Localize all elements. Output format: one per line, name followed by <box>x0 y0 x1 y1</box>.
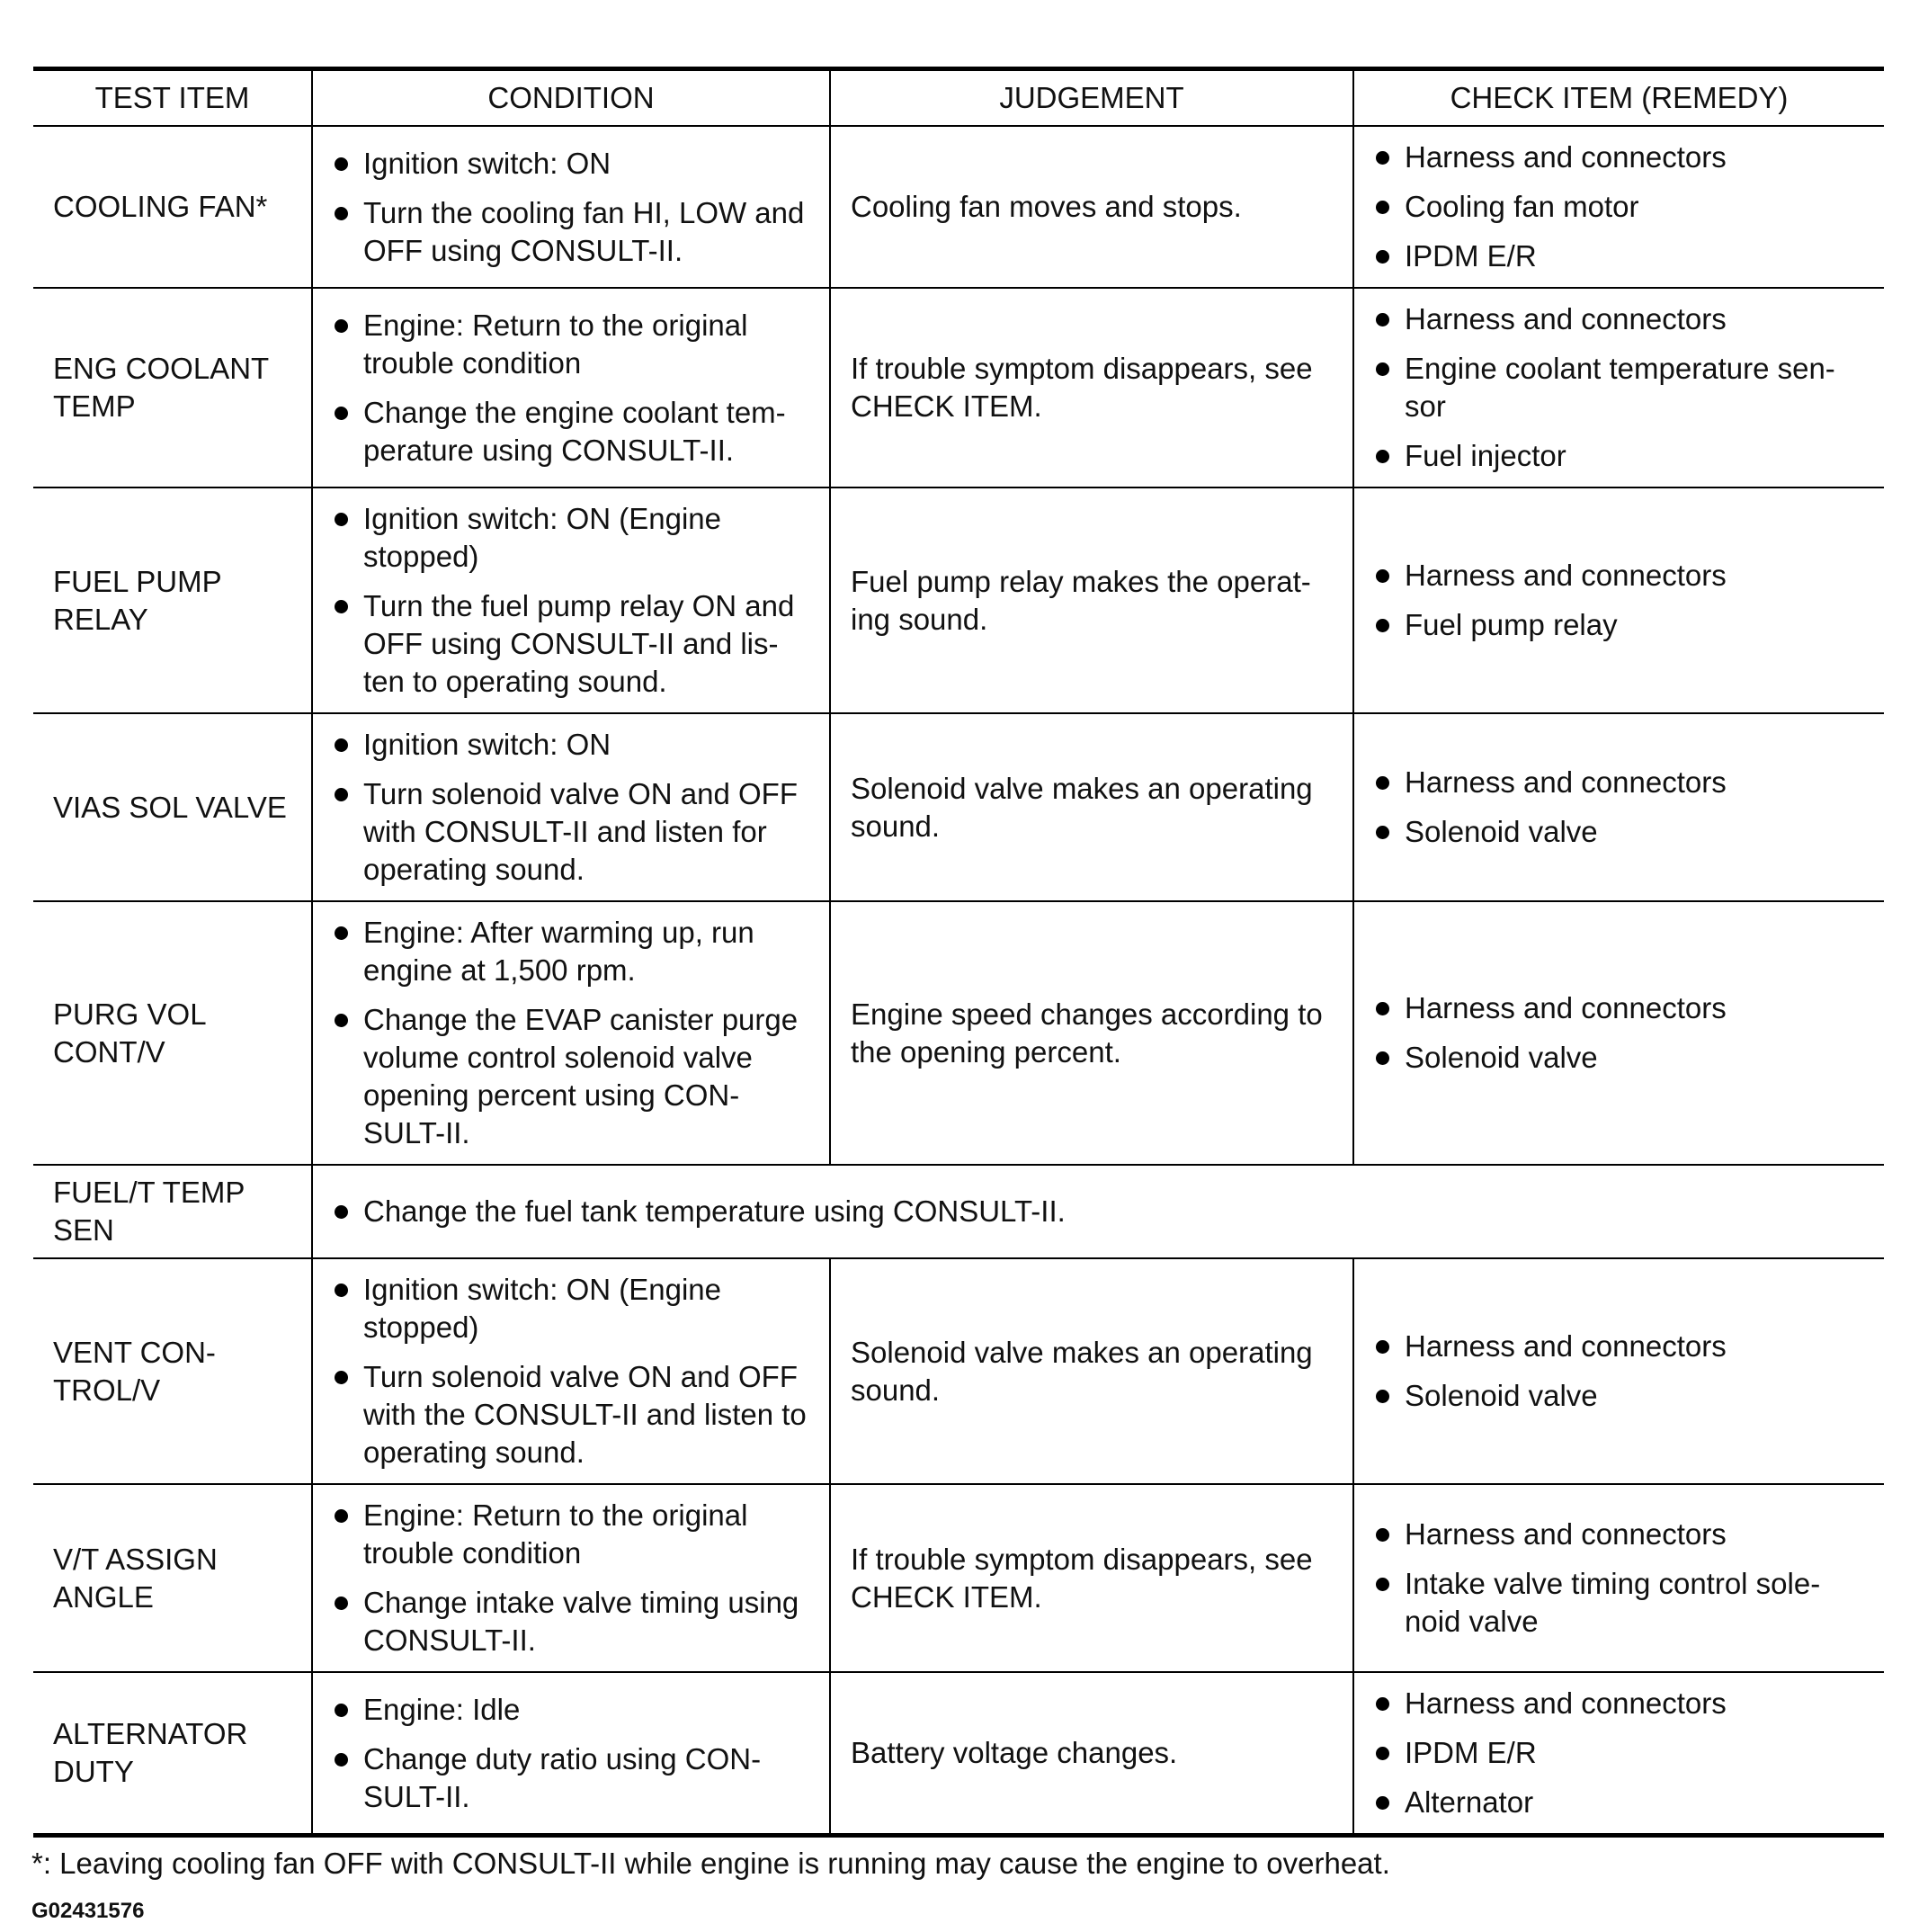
condition-list <box>333 726 811 889</box>
header-test-item: TEST ITEM <box>33 69 312 127</box>
check-item-list <box>1374 1516 1866 1641</box>
table-row <box>33 288 1884 487</box>
condition-list <box>333 914 811 1152</box>
condition-bullet-item: Ignition switch: ON (Engine stopped) <box>333 500 811 576</box>
check-item-bullet-item: Solenoid valve <box>1374 1377 1866 1415</box>
condition-bullet-item: Change the engine coolant tem-perature using CONSULT-II. <box>333 394 811 470</box>
condition-list <box>333 1497 811 1659</box>
figure-code: G02431576 <box>31 1899 145 1923</box>
condition-cell <box>312 1672 830 1836</box>
condition-cell <box>312 1165 1884 1258</box>
test-item-cell: ENG COOLANT TEMP <box>33 288 312 487</box>
check-item-list <box>1374 300 1866 475</box>
judgement-cell: If trouble symptom disappears, see CHECK ITEM. <box>830 1484 1353 1672</box>
check-item-bullet-item: Solenoid valve <box>1374 1039 1866 1077</box>
condition-bullet-item: Change intake valve timing using CONSULT-II. <box>333 1584 811 1659</box>
check-item-list <box>1374 557 1866 644</box>
judgement-cell: If trouble symptom disappears, see CHECK ITEM. <box>830 288 1353 487</box>
check-item-cell <box>1353 487 1884 713</box>
judgement-cell: Battery voltage changes. <box>830 1672 1353 1836</box>
condition-bullet-item: Ignition switch: ON (Engine stopped) <box>333 1271 811 1346</box>
table-row <box>33 1258 1884 1484</box>
condition-bullet-item: Turn the cooling fan HI, LOW and OFF using CONSULT-II. <box>333 194 811 270</box>
condition-cell <box>312 901 830 1165</box>
condition-list <box>333 307 811 470</box>
check-item-cell <box>1353 288 1884 487</box>
test-item-cell: PURG VOL CONT/V <box>33 901 312 1165</box>
active-test-table-page <box>33 67 1884 1924</box>
check-item-bullet-item: Cooling fan motor <box>1374 188 1866 226</box>
check-item-bullet-item: Fuel injector <box>1374 437 1866 475</box>
condition-bullet-item: Engine: Return to the original trouble condition <box>333 1497 811 1572</box>
header-judgement: JUDGEMENT <box>830 69 1353 127</box>
check-item-bullet-item: Harness and connectors <box>1374 139 1866 176</box>
check-item-bullet-item: Engine coolant temperature sen-sor <box>1374 350 1866 425</box>
check-item-bullet-item: Alternator <box>1374 1784 1866 1821</box>
condition-cell <box>312 1258 830 1484</box>
judgement-cell: Fuel pump relay makes the operat-ing sound. <box>830 487 1353 713</box>
condition-list <box>333 1193 1866 1230</box>
check-item-cell <box>1353 1672 1884 1836</box>
condition-list <box>333 145 811 270</box>
check-item-cell <box>1353 1484 1884 1672</box>
check-item-list <box>1374 139 1866 275</box>
check-item-cell <box>1353 901 1884 1165</box>
condition-bullet-item: Ignition switch: ON <box>333 145 811 183</box>
condition-bullet-item: Engine: Idle <box>333 1691 811 1729</box>
check-item-list <box>1374 764 1866 851</box>
table-row <box>33 1484 1884 1672</box>
table-row <box>33 901 1884 1165</box>
table-row <box>33 126 1884 288</box>
condition-bullet-item: Change the EVAP canister purge volume control solenoid valve opening percent using CON-SULT-II. <box>333 1001 811 1152</box>
test-item-cell: FUEL PUMP RELAY <box>33 487 312 713</box>
check-item-bullet-item: Harness and connectors <box>1374 1685 1866 1722</box>
check-item-cell <box>1353 713 1884 901</box>
footnote: *: Leaving cooling fan OFF with CONSULT-II while engine is running may cause the engine to overheat. <box>31 1847 1390 1880</box>
check-item-bullet-item: Harness and connectors <box>1374 300 1866 338</box>
condition-bullet-item: Engine: After warming up, run engine at 1,500 rpm. <box>333 914 811 989</box>
condition-cell <box>312 1484 830 1672</box>
header-condition: CONDITION <box>312 69 830 127</box>
test-item-cell: V/T ASSIGN ANGLE <box>33 1484 312 1672</box>
header-check-item: CHECK ITEM (REMEDY) <box>1353 69 1884 127</box>
table-row <box>33 1165 1884 1258</box>
test-item-cell: COOLING FAN* <box>33 126 312 288</box>
check-item-cell <box>1353 1258 1884 1484</box>
table-row <box>33 713 1884 901</box>
active-test-table <box>33 67 1884 1838</box>
check-item-bullet-item: IPDM E/R <box>1374 1734 1866 1772</box>
check-item-bullet-item: Harness and connectors <box>1374 989 1866 1027</box>
test-item-cell: VENT CON-TROL/V <box>33 1258 312 1484</box>
condition-bullet-item: Change the fuel tank temperature using CONSULT-II. <box>333 1193 1866 1230</box>
condition-cell <box>312 126 830 288</box>
check-item-bullet-item: Harness and connectors <box>1374 1328 1866 1365</box>
table-row <box>33 1672 1884 1836</box>
judgement-cell: Solenoid valve makes an operating sound. <box>830 1258 1353 1484</box>
test-item-cell: FUEL/T TEMP SEN <box>33 1165 312 1258</box>
condition-bullet-item: Engine: Return to the original trouble condition <box>333 307 811 382</box>
check-item-bullet-item: Intake valve timing control sole-noid valve <box>1374 1565 1866 1641</box>
check-item-bullet-item: Solenoid valve <box>1374 813 1866 851</box>
check-item-cell <box>1353 126 1884 288</box>
check-item-list <box>1374 1685 1866 1821</box>
judgement-cell: Solenoid valve makes an operating sound. <box>830 713 1353 901</box>
test-item-cell: VIAS SOL VALVE <box>33 713 312 901</box>
check-item-bullet-item: Harness and connectors <box>1374 764 1866 801</box>
judgement-cell: Engine speed changes according to the opening percent. <box>830 901 1353 1165</box>
condition-bullet-item: Turn solenoid valve ON and OFF with the CONSULT-II and listen to operating sound. <box>333 1358 811 1471</box>
condition-bullet-item: Change duty ratio using CON-SULT-II. <box>333 1740 811 1816</box>
condition-cell <box>312 288 830 487</box>
check-item-bullet-item: Harness and connectors <box>1374 557 1866 595</box>
test-item-cell: ALTERNATOR DUTY <box>33 1672 312 1836</box>
check-item-bullet-item: Fuel pump relay <box>1374 606 1866 644</box>
condition-list <box>333 1271 811 1471</box>
condition-cell <box>312 713 830 901</box>
condition-cell <box>312 487 830 713</box>
table-row <box>33 487 1884 713</box>
condition-list <box>333 500 811 701</box>
condition-bullet-item: Turn the fuel pump relay ON and OFF using CONSULT-II and lis-ten to operating sound. <box>333 587 811 701</box>
check-item-bullet-item: Harness and connectors <box>1374 1516 1866 1553</box>
check-item-bullet-item: IPDM E/R <box>1374 237 1866 275</box>
header-row <box>33 69 1884 127</box>
check-item-list <box>1374 989 1866 1077</box>
condition-bullet-item: Ignition switch: ON <box>333 726 811 764</box>
judgement-cell: Cooling fan moves and stops. <box>830 126 1353 288</box>
condition-bullet-item: Turn solenoid valve ON and OFF with CONSULT-II and listen for operating sound. <box>333 775 811 889</box>
condition-list <box>333 1691 811 1816</box>
check-item-list <box>1374 1328 1866 1415</box>
